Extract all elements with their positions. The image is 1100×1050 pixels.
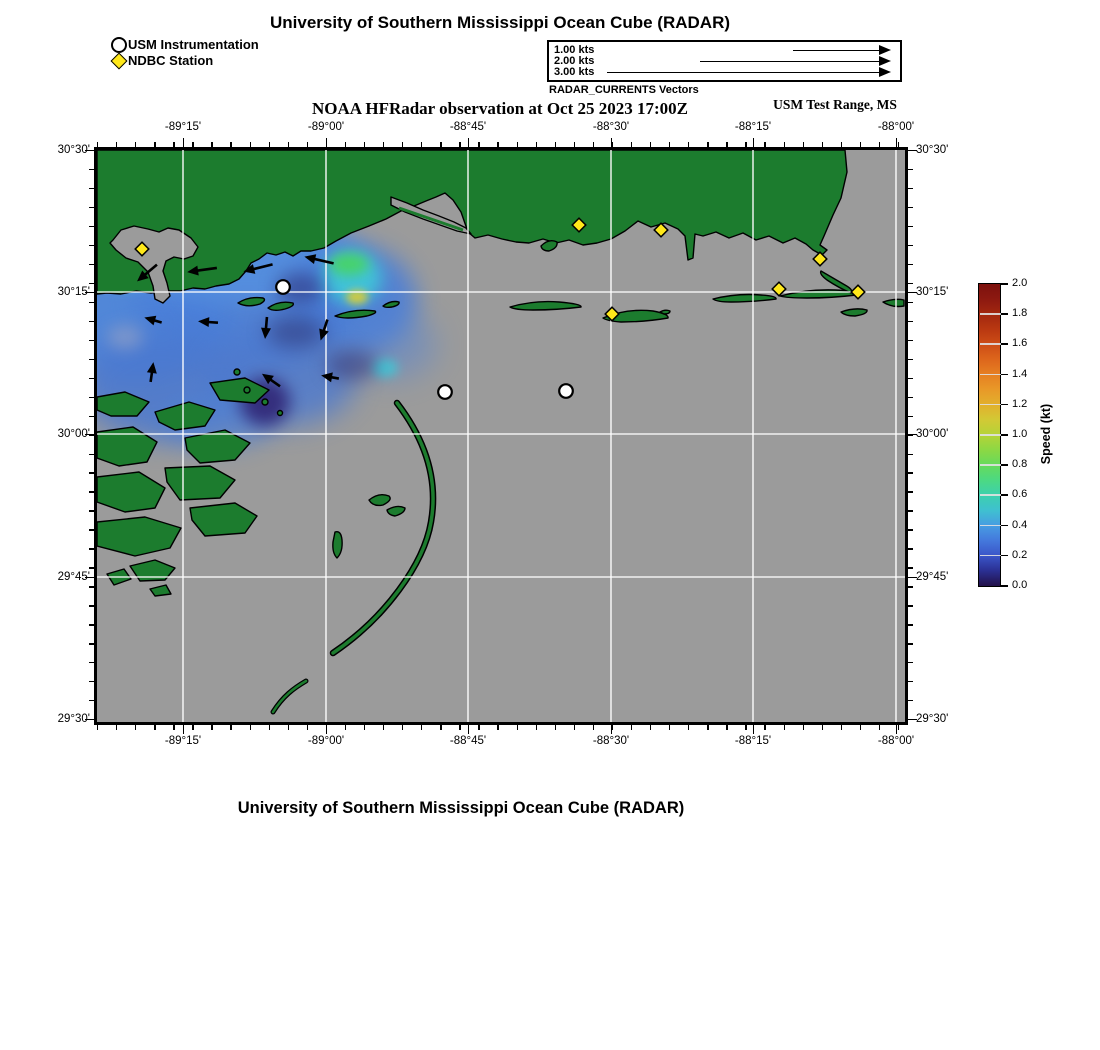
axis-tick	[89, 378, 94, 379]
axis-tick	[183, 725, 184, 734]
colorbar-tick	[1001, 313, 1008, 315]
colorbar-tick-label: 0.8	[1012, 458, 1028, 471]
axis-tick	[860, 725, 861, 730]
vector-scale-row-label: 3.00 kts	[554, 66, 595, 78]
lat-tick-label-left: 30°30'	[57, 144, 90, 156]
axis-tick	[89, 700, 94, 701]
axis-tick	[89, 359, 94, 360]
axis-tick	[135, 142, 136, 147]
lon-tick-label-bottom: -89°15'	[164, 735, 202, 747]
axis-tick	[89, 169, 94, 170]
axis-tick	[421, 142, 422, 147]
axis-tick	[908, 359, 913, 360]
lon-tick-label-bottom: -88°00'	[877, 735, 915, 747]
axis-tick	[908, 605, 913, 606]
vector-scale-row	[549, 56, 900, 67]
axis-tick	[908, 529, 913, 530]
axis-tick	[192, 725, 193, 730]
axis-tick	[908, 510, 913, 511]
colorbar-gridline	[980, 374, 1001, 376]
map-frame	[94, 147, 908, 725]
colorbar-tick-label: 2.0	[1012, 277, 1028, 289]
axis-tick	[497, 142, 498, 147]
axis-tick	[898, 142, 899, 147]
axis-tick	[536, 725, 537, 730]
lon-tick-label-top: -88°00'	[877, 121, 915, 133]
axis-tick	[307, 142, 308, 147]
colorbar-tick-label: 1.0	[1012, 428, 1028, 440]
colorbar-tick	[1001, 555, 1008, 557]
axis-tick	[860, 142, 861, 147]
axis-tick	[89, 397, 94, 398]
axis-tick	[803, 725, 804, 730]
lon-tick-label-bottom: -88°15'	[734, 735, 772, 747]
axis-tick	[536, 142, 537, 147]
axis-tick	[896, 138, 897, 147]
axis-tick	[89, 454, 94, 455]
colorbar-tick	[1001, 404, 1008, 406]
vector-scale-line	[793, 50, 879, 52]
colorbar-gridline	[980, 313, 1001, 315]
subtitle-observation: NOAA HFRadar observation at Oct 25 2023 17:00Z	[311, 99, 689, 118]
axis-tick	[593, 725, 594, 730]
lon-tick-label-bottom: -88°30'	[592, 735, 630, 747]
axis-tick	[383, 142, 384, 147]
axis-tick	[230, 725, 231, 730]
lat-tick-label-left: 29°45'	[57, 571, 90, 583]
lat-tick-label-left: 29°30'	[57, 713, 90, 725]
colorbar-gridline	[980, 525, 1001, 527]
axis-tick	[468, 725, 469, 734]
axis-tick	[440, 725, 441, 730]
axis-tick	[89, 491, 94, 492]
lat-tick-label-left: 30°00'	[57, 428, 90, 440]
range-label: USM Test Range, MS	[773, 97, 897, 112]
axis-tick	[896, 725, 897, 734]
ndbc-station-icon	[111, 53, 128, 70]
axis-tick	[879, 142, 880, 147]
colorbar-tick-label: 0.6	[1012, 488, 1028, 501]
axis-tick	[753, 138, 754, 147]
colorbar-gridline	[980, 464, 1001, 466]
axis-tick	[459, 725, 460, 730]
lat-tick-label-right: 30°15'	[916, 286, 949, 298]
colorbar-tick-label: 1.2	[1012, 397, 1028, 410]
colorbar-tick-label: 0.4	[1012, 518, 1028, 531]
colorbar-gridline	[980, 494, 1001, 496]
axis-tick	[650, 142, 651, 147]
ndbc-station-label: NDBC Station	[128, 53, 214, 68]
axis-tick	[116, 142, 117, 147]
axis-tick	[908, 548, 913, 549]
axis-tick	[89, 283, 94, 284]
axis-tick	[908, 624, 913, 625]
axis-tick	[89, 624, 94, 625]
axis-tick	[908, 416, 913, 417]
axis-tick	[89, 226, 94, 227]
axis-tick	[173, 142, 174, 147]
axis-tick	[669, 725, 670, 730]
axis-tick	[402, 725, 403, 730]
lon-tick-label-top: -88°30'	[592, 121, 630, 133]
axis-tick	[611, 725, 612, 734]
axis-tick	[468, 138, 469, 147]
axis-tick	[631, 725, 632, 730]
axis-tick	[784, 142, 785, 147]
axis-tick	[89, 264, 94, 265]
axis-tick	[908, 188, 913, 189]
axis-tick	[307, 725, 308, 730]
colorbar-tick-label: 1.6	[1012, 337, 1028, 350]
colorbar-tick	[1001, 343, 1008, 345]
axis-tick	[211, 725, 212, 730]
axis-tick	[898, 725, 899, 730]
axis-tick	[593, 142, 594, 147]
axis-tick	[517, 142, 518, 147]
axis-tick	[440, 142, 441, 147]
vector-scale-arrowhead	[879, 45, 891, 55]
lat-tick-label-right: 29°45'	[916, 571, 949, 583]
axis-tick	[89, 302, 94, 303]
axis-tick	[364, 142, 365, 147]
axis-tick	[478, 725, 479, 730]
axis-tick	[726, 142, 727, 147]
axis-tick	[908, 586, 913, 587]
vector-scale-caption: RADAR_CURRENTS Vectors	[549, 84, 699, 96]
axis-tick	[250, 725, 251, 730]
axis-tick	[908, 169, 913, 170]
axis-tick	[574, 142, 575, 147]
axis-tick	[97, 725, 98, 730]
axis-tick	[908, 378, 913, 379]
axis-tick	[707, 725, 708, 730]
axis-tick	[116, 725, 117, 730]
axis-tick	[230, 142, 231, 147]
vector-scale-arrowhead	[879, 56, 891, 66]
axis-tick	[517, 725, 518, 730]
lat-tick-label-right: 30°00'	[916, 428, 949, 440]
axis-tick	[326, 138, 327, 147]
axis-tick	[753, 725, 754, 734]
axis-tick	[908, 340, 913, 341]
axis-tick	[364, 725, 365, 730]
axis-tick	[764, 142, 765, 147]
axis-tick	[89, 416, 94, 417]
lat-tick-label-right: 30°30'	[916, 144, 949, 156]
axis-tick	[211, 142, 212, 147]
axis-tick	[803, 142, 804, 147]
colorbar-tick	[1001, 283, 1008, 285]
axis-tick	[908, 681, 913, 682]
axis-tick	[192, 142, 193, 147]
axis-tick	[89, 605, 94, 606]
axis-tick	[669, 142, 670, 147]
axis-tick	[908, 454, 913, 455]
colorbar-tick	[1001, 585, 1008, 587]
lon-tick-label-top: -88°45'	[449, 121, 487, 133]
axis-tick	[908, 472, 913, 473]
colorbar-tick-label: 0.2	[1012, 548, 1028, 561]
vector-scale-row	[549, 67, 900, 78]
usm-instrumentation-label: USM Instrumentation	[128, 37, 259, 52]
axis-tick	[908, 567, 913, 568]
axis-tick	[497, 725, 498, 730]
axis-tick	[173, 725, 174, 730]
axis-tick	[383, 725, 384, 730]
colorbar-tick	[1001, 494, 1008, 496]
axis-tick	[183, 138, 184, 147]
lat-tick-label-left: 30°15'	[57, 286, 90, 298]
axis-tick	[89, 245, 94, 246]
axis-tick	[459, 142, 460, 147]
vector-scale-arrowhead	[879, 67, 891, 77]
vector-scale-row	[549, 45, 900, 56]
axis-tick	[89, 586, 94, 587]
axis-tick	[745, 142, 746, 147]
axis-tick	[326, 725, 327, 734]
axis-tick	[908, 283, 913, 284]
axis-tick	[89, 643, 94, 644]
colorbar-gridline	[980, 343, 1001, 345]
axis-tick	[745, 725, 746, 730]
axis-tick	[908, 491, 913, 492]
axis-tick	[555, 725, 556, 730]
colorbar-tick-label: 0.0	[1012, 579, 1028, 591]
axis-tick	[288, 142, 289, 147]
axis-tick	[764, 725, 765, 730]
colorbar-tick	[1001, 434, 1008, 436]
axis-tick	[841, 725, 842, 730]
lon-tick-label-top: -89°15'	[164, 121, 202, 133]
axis-tick	[89, 529, 94, 530]
colorbar-tick-label: 1.4	[1012, 367, 1028, 380]
axis-tick	[784, 725, 785, 730]
axis-tick	[402, 142, 403, 147]
axis-tick	[726, 725, 727, 730]
axis-tick	[555, 142, 556, 147]
axis-tick	[135, 725, 136, 730]
axis-tick	[611, 138, 612, 147]
axis-tick	[89, 510, 94, 511]
axis-tick	[841, 142, 842, 147]
axis-tick	[89, 188, 94, 189]
axis-tick	[822, 725, 823, 730]
colorbar-tick	[1001, 374, 1008, 376]
lon-tick-label-top: -89°00'	[307, 121, 345, 133]
axis-tick	[908, 302, 913, 303]
usm-instrumentation-icon	[111, 37, 127, 53]
axis-tick	[908, 321, 913, 322]
axis-tick	[574, 725, 575, 730]
axis-tick	[650, 725, 651, 730]
axis-tick	[908, 397, 913, 398]
axis-tick	[908, 207, 913, 208]
axis-tick	[688, 725, 689, 730]
axis-tick	[89, 340, 94, 341]
colorbar-tick	[1001, 525, 1008, 527]
page-title-top: University of Southern Mississippi Ocean Cube (RADAR)	[269, 13, 731, 32]
axis-tick	[908, 264, 913, 265]
vector-scale-line	[607, 72, 879, 74]
colorbar-tick-label: 1.8	[1012, 307, 1028, 320]
axis-tick	[908, 662, 913, 663]
axis-tick	[707, 142, 708, 147]
axis-tick	[631, 142, 632, 147]
axis-tick	[97, 142, 98, 147]
axis-tick	[154, 142, 155, 147]
axis-tick	[89, 321, 94, 322]
axis-tick	[345, 142, 346, 147]
axis-tick	[89, 662, 94, 663]
lon-tick-label-bottom: -89°00'	[307, 735, 345, 747]
lon-tick-label-top: -88°15'	[734, 121, 772, 133]
vector-scale-row-label: 2.00 kts	[554, 55, 595, 67]
axis-tick	[288, 725, 289, 730]
axis-tick	[879, 725, 880, 730]
axis-tick	[89, 681, 94, 682]
axis-tick	[908, 226, 913, 227]
axis-tick	[89, 472, 94, 473]
colorbar-tick	[1001, 464, 1008, 466]
axis-tick	[250, 142, 251, 147]
axis-tick	[421, 725, 422, 730]
axis-tick	[89, 548, 94, 549]
axis-tick	[908, 245, 913, 246]
lon-tick-label-bottom: -88°45'	[449, 735, 487, 747]
axis-tick	[89, 207, 94, 208]
vector-scale-line	[700, 61, 879, 63]
colorbar-gridline	[980, 434, 1001, 436]
axis-tick	[345, 725, 346, 730]
axis-tick	[478, 142, 479, 147]
page-title-bottom: University of Southern Mississippi Ocean Cube (RADAR)	[237, 799, 685, 817]
axis-tick	[688, 142, 689, 147]
colorbar-axis-label: Speed (kt)	[1039, 403, 1053, 465]
colorbar-gridline	[980, 555, 1001, 557]
axis-tick	[269, 142, 270, 147]
lat-tick-label-right: 29°30'	[916, 713, 949, 725]
axis-tick	[908, 700, 913, 701]
axis-tick	[822, 142, 823, 147]
axis-tick	[269, 725, 270, 730]
colorbar-gridline	[980, 404, 1001, 406]
axis-tick	[154, 725, 155, 730]
vector-scale-box	[547, 40, 902, 82]
axis-tick	[908, 643, 913, 644]
vector-scale-row-label: 1.00 kts	[554, 44, 595, 56]
axis-tick	[89, 567, 94, 568]
